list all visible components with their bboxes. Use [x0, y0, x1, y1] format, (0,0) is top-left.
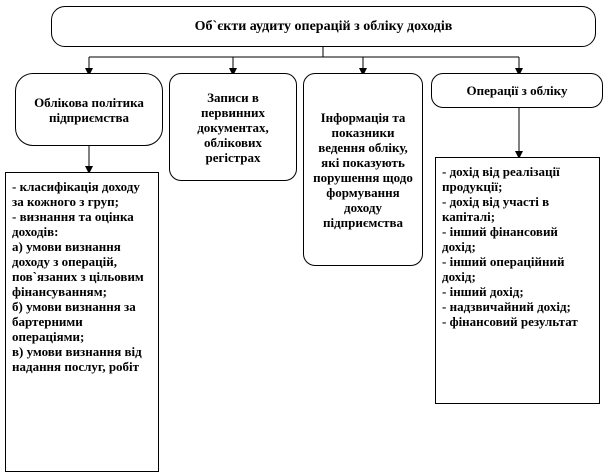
operations-detail-item: - інший дохід; [442, 284, 524, 299]
policy-detail-item: а) умови визнання доходу з операцій, пов`язаних з цільовим фінансуванням; [12, 239, 144, 299]
records-box: Записи в первинних документах, облікових регістрах [169, 73, 297, 181]
policy-detail-item: - класифікація доходу за кожного з груп; [12, 179, 140, 209]
policy-details-box [5, 172, 159, 472]
diagram-title: Об`єкти аудиту операцій з обліку доходів [51, 6, 596, 47]
operations-details-box [435, 157, 600, 404]
operations-detail-item: - надзвичайний дохід; [442, 299, 571, 314]
policy-detail-item: в) умови визнання від надання послуг, робіт [12, 344, 142, 374]
operations-box: Операції з обліку [431, 73, 603, 108]
operations-detail-item: - дохід від реалізації продукції; [442, 164, 560, 194]
operations-detail-item: - фінансовий результат [442, 314, 578, 329]
operations-detail-item: - інший фінансовий дохід; [442, 224, 558, 254]
policy-detail-item: - визнання та оцінка доходів: [12, 209, 134, 239]
policy-detail-item: б) умови визнання за бартерними операціями; [12, 299, 136, 344]
operations-detail-item: - дохід від участі в капіталі; [442, 194, 550, 224]
policy-box: Облікова політика підприємства [15, 73, 163, 146]
info-box: Інформація та показники ведення обліку, які показують порушення щодо формування доходу підприємства [303, 73, 423, 266]
operations-detail-item: - інший операційний дохід; [442, 254, 565, 284]
